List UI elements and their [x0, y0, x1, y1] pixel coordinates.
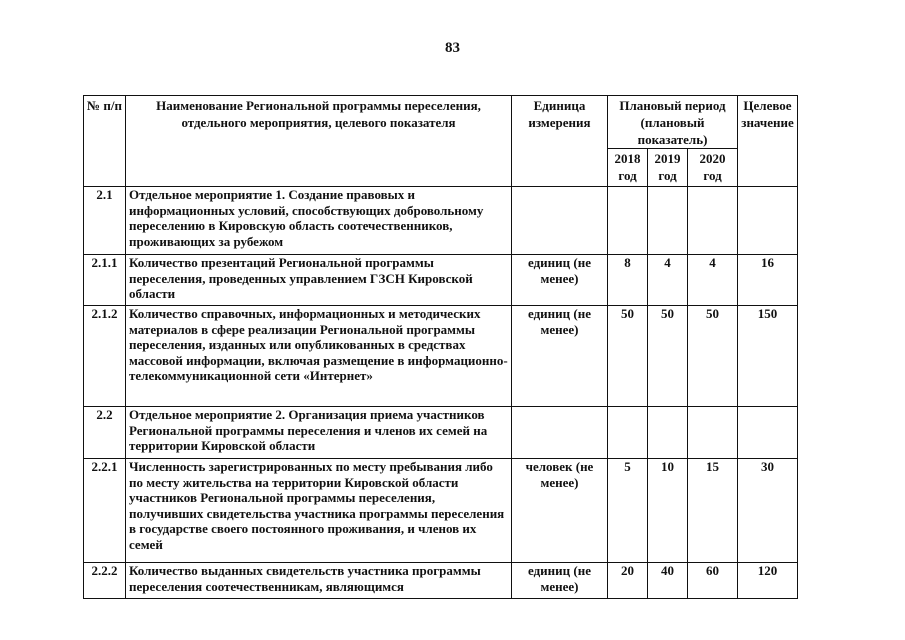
header-year-2020: 2020 год [688, 149, 738, 187]
header-num: № п/п [84, 96, 126, 187]
row-unit: единиц (не менее) [512, 563, 608, 599]
row-number: 2.2 [84, 407, 126, 459]
row-number: 2.2.2 [84, 563, 126, 599]
row-name: Отдельное мероприятие 2. Организация приема участников Региональной программы переселения и членов их семей на территории Кировской области [126, 407, 512, 459]
row-number: 2.2.1 [84, 459, 126, 563]
header-name: Наименование Региональной программы переселения, отдельного мероприятия, целевого показателя [126, 96, 512, 187]
table-row [84, 459, 798, 563]
row-value-2020: 60 [688, 563, 738, 599]
table-row [84, 187, 798, 255]
row-unit [512, 187, 608, 255]
row-value-2020 [688, 407, 738, 459]
table-row [84, 563, 798, 599]
table-row [84, 255, 798, 306]
row-number: 2.1.1 [84, 255, 126, 306]
row-number: 2.1.2 [84, 306, 126, 407]
row-value-2018: 8 [608, 255, 648, 306]
row-name: Количество презентаций Региональной программы переселения, проведенных управлением ГЗСН Кировской области [126, 255, 512, 306]
row-value-2020 [688, 187, 738, 255]
header-year-2019: 2019 год [648, 149, 688, 187]
row-value-2018: 20 [608, 563, 648, 599]
row-target [738, 187, 798, 255]
row-name: Количество справочных, информационных и методических материалов в сфере реализации Региональной программы переселения, изданных или опубликованных в средствах массовой информации, включая размещение в информационно-телекоммуникационной сети «Интернет» [126, 306, 512, 407]
row-value-2019: 50 [648, 306, 688, 407]
row-number: 2.1 [84, 187, 126, 255]
row-value-2018 [608, 187, 648, 255]
row-value-2019 [648, 187, 688, 255]
row-value-2018 [608, 407, 648, 459]
row-value-2018: 5 [608, 459, 648, 563]
row-target: 16 [738, 255, 798, 306]
program-indicators-table [83, 95, 798, 599]
row-value-2020: 50 [688, 306, 738, 407]
row-value-2019: 4 [648, 255, 688, 306]
row-unit [512, 407, 608, 459]
row-value-2020: 4 [688, 255, 738, 306]
header-period: Плановый период (плановый показатель) [608, 96, 738, 149]
row-unit: единиц (не менее) [512, 255, 608, 306]
row-value-2019: 10 [648, 459, 688, 563]
row-target: 150 [738, 306, 798, 407]
table-row [84, 306, 798, 407]
row-name: Количество выданных свидетельств участника программы переселения соотечественникам, являющимся [126, 563, 512, 599]
row-unit: единиц (не менее) [512, 306, 608, 407]
header-year-2018: 2018 год [608, 149, 648, 187]
row-value-2019 [648, 407, 688, 459]
row-value-2019: 40 [648, 563, 688, 599]
row-value-2020: 15 [688, 459, 738, 563]
row-target: 30 [738, 459, 798, 563]
page-number: 83 [445, 40, 460, 56]
table-row [84, 407, 798, 459]
row-target: 120 [738, 563, 798, 599]
header-target: Целевое значение [738, 96, 798, 187]
row-value-2018: 50 [608, 306, 648, 407]
row-unit: человек (не менее) [512, 459, 608, 563]
row-name: Отдельное мероприятие 1. Создание правовых и информационных условий, способствующих добровольному переселению в Кировскую область соотечественников, проживающих за рубежом [126, 187, 512, 255]
header-unit: Единица измерения [512, 96, 608, 187]
row-target [738, 407, 798, 459]
row-name: Численность зарегистрированных по месту пребывания либо по месту жительства на территории Кировской области участников Региональной программы переселения, получивших свидетельства участника программы переселения в государстве своего постоянного проживания, и членов их семей [126, 459, 512, 563]
